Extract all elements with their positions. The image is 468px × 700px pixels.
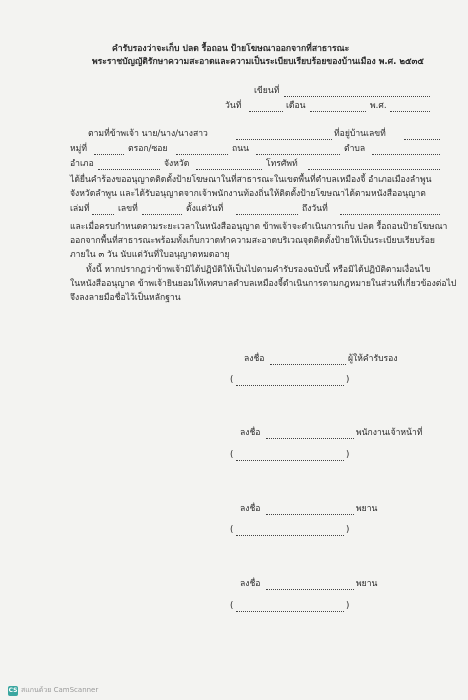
date-month-label: เดือน — [286, 101, 306, 111]
permit-to-label: ถึงวันที่ — [302, 204, 328, 214]
tambon-label: ตำบล — [344, 144, 366, 154]
applicant-name-field[interactable] — [236, 139, 332, 140]
applicant-name-label: ตามที่ข้าพเจ้า นาย/นาง/นางสาว — [88, 129, 208, 139]
signature-2-name-line[interactable] — [236, 460, 344, 461]
body-para3-line-2: ในหนังสืออนุญาต ข้าพเจ้ายินยอมให้เทศบาลตำบลเหมืองจี้ดำเนินการตามกฎหมายในส่วนที่เกี่ยวข้องต่อไป — [70, 279, 457, 289]
signature-3-open-paren: ( — [230, 525, 234, 535]
written-at-field[interactable] — [284, 96, 430, 97]
permit-from-field[interactable] — [236, 214, 298, 215]
signature-4-close-paren: ) — [346, 601, 350, 611]
body-para3-line-3: จึงลงลายมือชื่อไว้เป็นหลักฐาน — [70, 293, 181, 303]
signature-3-close-paren: ) — [346, 525, 350, 535]
soi-field[interactable] — [176, 154, 228, 155]
signature-1-open-paren: ( — [230, 375, 234, 385]
signature-3-role: พยาน — [356, 504, 378, 514]
document-title: คำรับรองว่าจะเก็บ ปลด รื้อถอน ป้ายโฆษณาออกจากที่สาธารณะ — [112, 44, 350, 54]
date-day-label: วันที่ — [225, 101, 242, 111]
province-label: จังหวัด — [164, 159, 190, 169]
phone-label: โทรศัพท์ — [266, 159, 298, 169]
address-no-label: ที่อยู่บ้านเลขที่ — [334, 129, 386, 139]
amphoe-label: อำเภอ — [70, 159, 94, 169]
body-line-1: ได้ยื่นคำร้องขออนุญาตติดตั้งป้ายโฆษณาในที่สาธารณะในเขตพื้นที่ตำบลเหมืองจี้ อำเภอเมืองลำพูน — [70, 175, 432, 185]
permit-book-field[interactable] — [92, 214, 114, 215]
body-para2-line-3: ภายใน ๓ วัน นับแต่วันที่ใบอนุญาตหมดอายุ — [70, 250, 230, 260]
address-no-field[interactable] — [404, 139, 440, 140]
signature-4-sign-label: ลงชื่อ — [240, 579, 261, 589]
moo-field[interactable] — [94, 154, 124, 155]
camscanner-icon: CS — [8, 686, 18, 694]
permit-to-field[interactable] — [340, 214, 440, 215]
signature-1-close-paren: ) — [346, 375, 350, 385]
signature-1-role: ผู้ให้คำรับรอง — [348, 354, 398, 364]
scanner-watermark — [8, 685, 98, 696]
permit-no-label: เลขที่ — [118, 204, 138, 214]
signature-3-sign-line[interactable] — [266, 514, 354, 515]
signature-4-open-paren: ( — [230, 601, 234, 611]
date-year-label: พ.ศ. — [370, 101, 387, 111]
scanner-label: สแกนด้วย CamScanner — [21, 686, 99, 694]
document-subtitle: พระราชบัญญัติรักษาความสะอาดและความเป็นระเบียบเรียบร้อยของบ้านเมือง พ.ศ. ๒๕๓๕ — [92, 57, 424, 67]
province-field[interactable] — [196, 169, 262, 170]
permit-book-label: เล่มที่ — [70, 204, 90, 214]
permit-no-field[interactable] — [142, 214, 182, 215]
body-para2-line-2: ออกจากพื้นที่สาธารณะพร้อมทั้งเก็บกวาดทำความสะอาดบริเวณจุดติดตั้งป้ายให้เป็นระเบียบเรียบร้อย — [70, 236, 435, 246]
signature-4-role: พยาน — [356, 579, 378, 589]
written-at-label: เขียนที่ — [254, 86, 280, 96]
road-field[interactable] — [256, 154, 340, 155]
signature-2-open-paren: ( — [230, 450, 234, 460]
soi-label: ตรอก/ซอย — [128, 144, 168, 154]
signature-3-sign-label: ลงชื่อ — [240, 504, 261, 514]
body-para3-line-1: ทั้งนี้ หากปรากฏว่าข้าพเจ้ามิได้ปฏิบัติให้เป็นไปตามคำรับรองฉบับนี้ หรือมิได้ปฏิบัติตามเงื่อนไข — [86, 265, 431, 275]
body-para2-line-1: และเมื่อครบกำหนดตามระยะเวลาในหนังสืออนุญาต ข้าพเจ้าจะดำเนินการเก็บ ปลด รื้อถอนป้ายโฆษณา — [70, 222, 448, 232]
permit-from-label: ตั้งแต่วันที่ — [186, 204, 224, 214]
moo-label: หมู่ที่ — [70, 144, 87, 154]
signature-2-role: พนักงานเจ้าหน้าที่ — [356, 428, 423, 438]
date-day-field[interactable] — [249, 111, 283, 112]
signature-4-name-line[interactable] — [236, 611, 344, 612]
signature-2-sign-line[interactable] — [266, 438, 354, 439]
signature-1-sign-label: ลงชื่อ — [244, 354, 265, 364]
phone-field[interactable] — [308, 169, 440, 170]
signature-1-name-line[interactable] — [236, 385, 344, 386]
amphoe-field[interactable] — [98, 169, 160, 170]
signature-3-name-line[interactable] — [236, 535, 344, 536]
body-line-2: จังหวัดลำพูน และได้รับอนุญาตจากเจ้าพนักงานท้องถิ่นให้ติดตั้งป้ายโฆษณาได้ตามหนังสืออนุญาต — [70, 189, 426, 199]
signature-2-close-paren: ) — [346, 450, 350, 460]
date-year-field[interactable] — [390, 111, 430, 112]
date-month-field[interactable] — [310, 111, 366, 112]
road-label: ถนน — [232, 144, 249, 154]
tambon-field[interactable] — [372, 154, 440, 155]
signature-1-sign-line[interactable] — [270, 364, 346, 365]
signature-4-sign-line[interactable] — [266, 589, 354, 590]
signature-2-sign-label: ลงชื่อ — [240, 428, 261, 438]
